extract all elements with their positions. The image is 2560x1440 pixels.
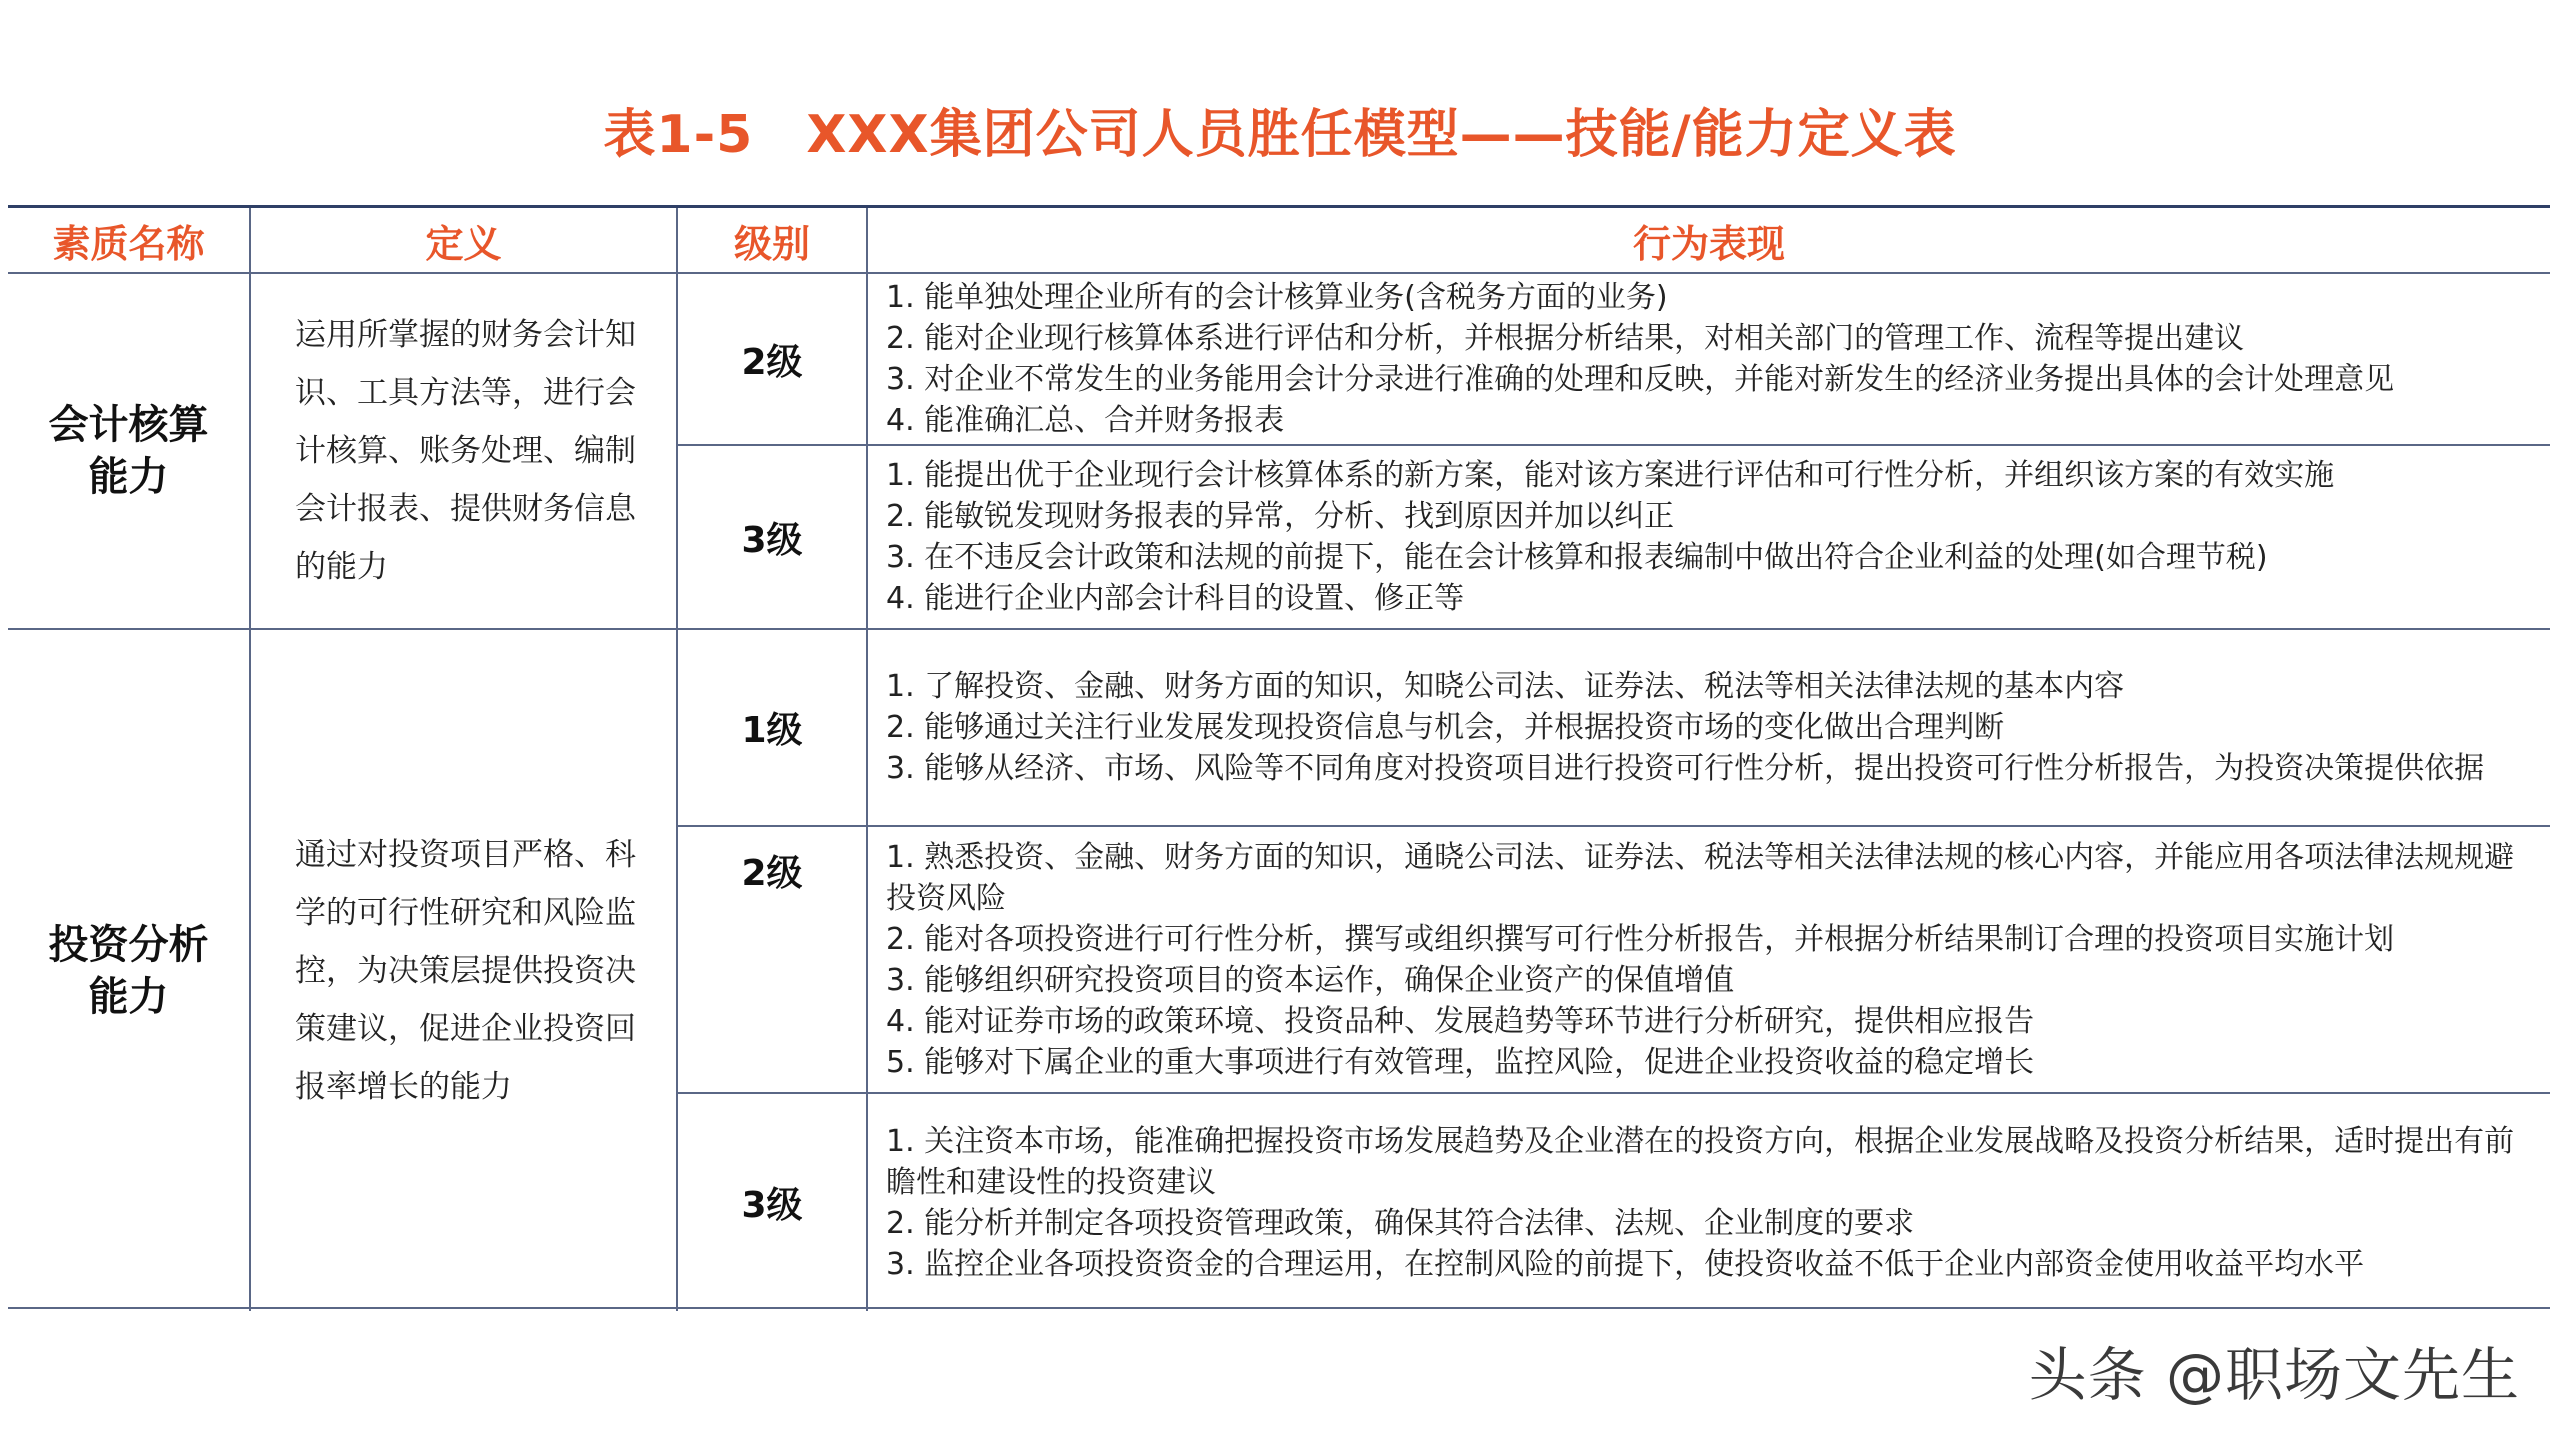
page-title: 表1-5 XXX集团公司人员胜任模型——技能/能力定义表	[603, 105, 1957, 165]
competency-name-line1: 会计核算	[48, 402, 209, 448]
level-label: 1级	[676, 628, 866, 825]
behavior-item: 3. 能够从经济、市场、风险等不同角度对投资项目进行投资可行性分析，提出投资可行性分析报告，为投资决策提供依据	[886, 751, 2485, 786]
level-label: 2级	[676, 825, 866, 1092]
behavior-item: 5. 能够对下属企业的重大事项进行有效管理，监控风险，促进企业投资收益的稳定增长	[886, 1044, 2035, 1080]
behavior-list	[866, 825, 2550, 1092]
watermark: 头条 @职场文先生	[2028, 1341, 2520, 1409]
behavior-list	[866, 274, 2550, 444]
behavior-item: 1. 关注资本市场，能准确把握投资市场发展趋势及企业潜在的投资方向，根据企业发展战略及投资分析结果，适时提出有前瞻性和建设性的投资建议	[886, 1123, 2515, 1200]
definition-text: 运用所掌握的财务会计知识、工具方法等，进行会计核算、账务处理、编制会计报表、提供财务信息的能力	[295, 317, 636, 585]
header-competency: 素质名称	[8, 208, 249, 274]
behavior-item: 1. 熟悉投资、金融、财务方面的知识，通晓公司法、证券法、税法等相关法律法规的核心内容，并能应用各项法律法规规避投资风险	[886, 839, 2515, 916]
behavior-item: 1. 能单独处理企业所有的会计核算业务(含税务方面的业务)	[886, 280, 1668, 315]
competency-name-investment	[8, 628, 249, 1311]
behavior-item: 4. 能进行企业内部会计科目的设置、修正等	[886, 581, 1465, 616]
header-definition: 定义	[249, 208, 676, 274]
behavior-item: 3. 在不违反会计政策和法规的前提下，能在会计核算和报表编制中做出符合企业利益的处理(如合理节税)	[886, 540, 2268, 575]
header-level: 级别	[676, 208, 866, 274]
level-label: 2级	[676, 274, 866, 444]
definition-text: 通过对投资项目严格、科学的可行性研究和风险监控，为决策层提供投资决策建议，促进企业投资回报率增长的能力	[295, 836, 636, 1105]
competency-name-line2: 能力	[88, 454, 169, 500]
behavior-item: 3. 对企业不常发生的业务能用会计分录进行准确的处理和反映，并能对新发生的经济业务提出具体的会计处理意见	[886, 362, 2395, 397]
behavior-item: 4. 能准确汇总、合并财务报表	[886, 403, 1285, 438]
behavior-item: 2. 能对企业现行核算体系进行评估和分析，并根据分析结果，对相关部门的管理工作、流程等提出建议	[886, 321, 2245, 356]
behavior-item: 1. 能提出优于企业现行会计核算体系的新方案，能对该方案进行评估和可行性分析，并组织该方案的有效实施	[886, 458, 2335, 493]
definition-investment	[249, 628, 676, 1311]
behavior-item: 2. 能对各项投资进行可行性分析，撰写或组织撰写可行性分析报告，并根据分析结果制订合理的投资项目实施计划	[886, 921, 2395, 957]
behavior-item: 2. 能够通过关注行业发展发现投资信息与机会，并根据投资市场的变化做出合理判断	[886, 710, 2005, 745]
level-label: 3级	[676, 444, 866, 628]
behavior-list	[866, 628, 2550, 825]
competency-table	[8, 205, 2550, 1309]
behavior-list	[866, 1092, 2550, 1311]
behavior-item: 1. 了解投资、金融、财务方面的知识，知晓公司法、证券法、税法等相关法律法规的基本内容	[886, 669, 2125, 704]
behavior-item: 2. 能敏锐发现财务报表的异常，分析、找到原因并加以纠正	[886, 499, 1675, 534]
competency-name-line2: 能力	[88, 973, 169, 1020]
competency-name-accounting	[8, 274, 249, 628]
definition-accounting	[249, 274, 676, 628]
behavior-item: 2. 能分析并制定各项投资管理政策，确保其符合法律、法规、企业制度的要求	[886, 1205, 1915, 1241]
level-label: 3级	[676, 1092, 866, 1311]
behavior-item: 3. 能够组织研究投资项目的资本运作，确保企业资产的保值增值	[886, 962, 1735, 998]
behavior-list	[866, 444, 2550, 628]
behavior-item: 4. 能对证券市场的政策环境、投资品种、发展趋势等环节进行分析研究，提供相应报告	[886, 1003, 2035, 1039]
behavior-item: 3. 监控企业各项投资资金的合理运用，在控制风险的前提下，使投资收益不低于企业内部资金使用收益平均水平	[886, 1246, 2365, 1282]
header-behavior: 行为表现	[866, 208, 2550, 274]
competency-name-line1: 投资分析	[48, 921, 209, 968]
